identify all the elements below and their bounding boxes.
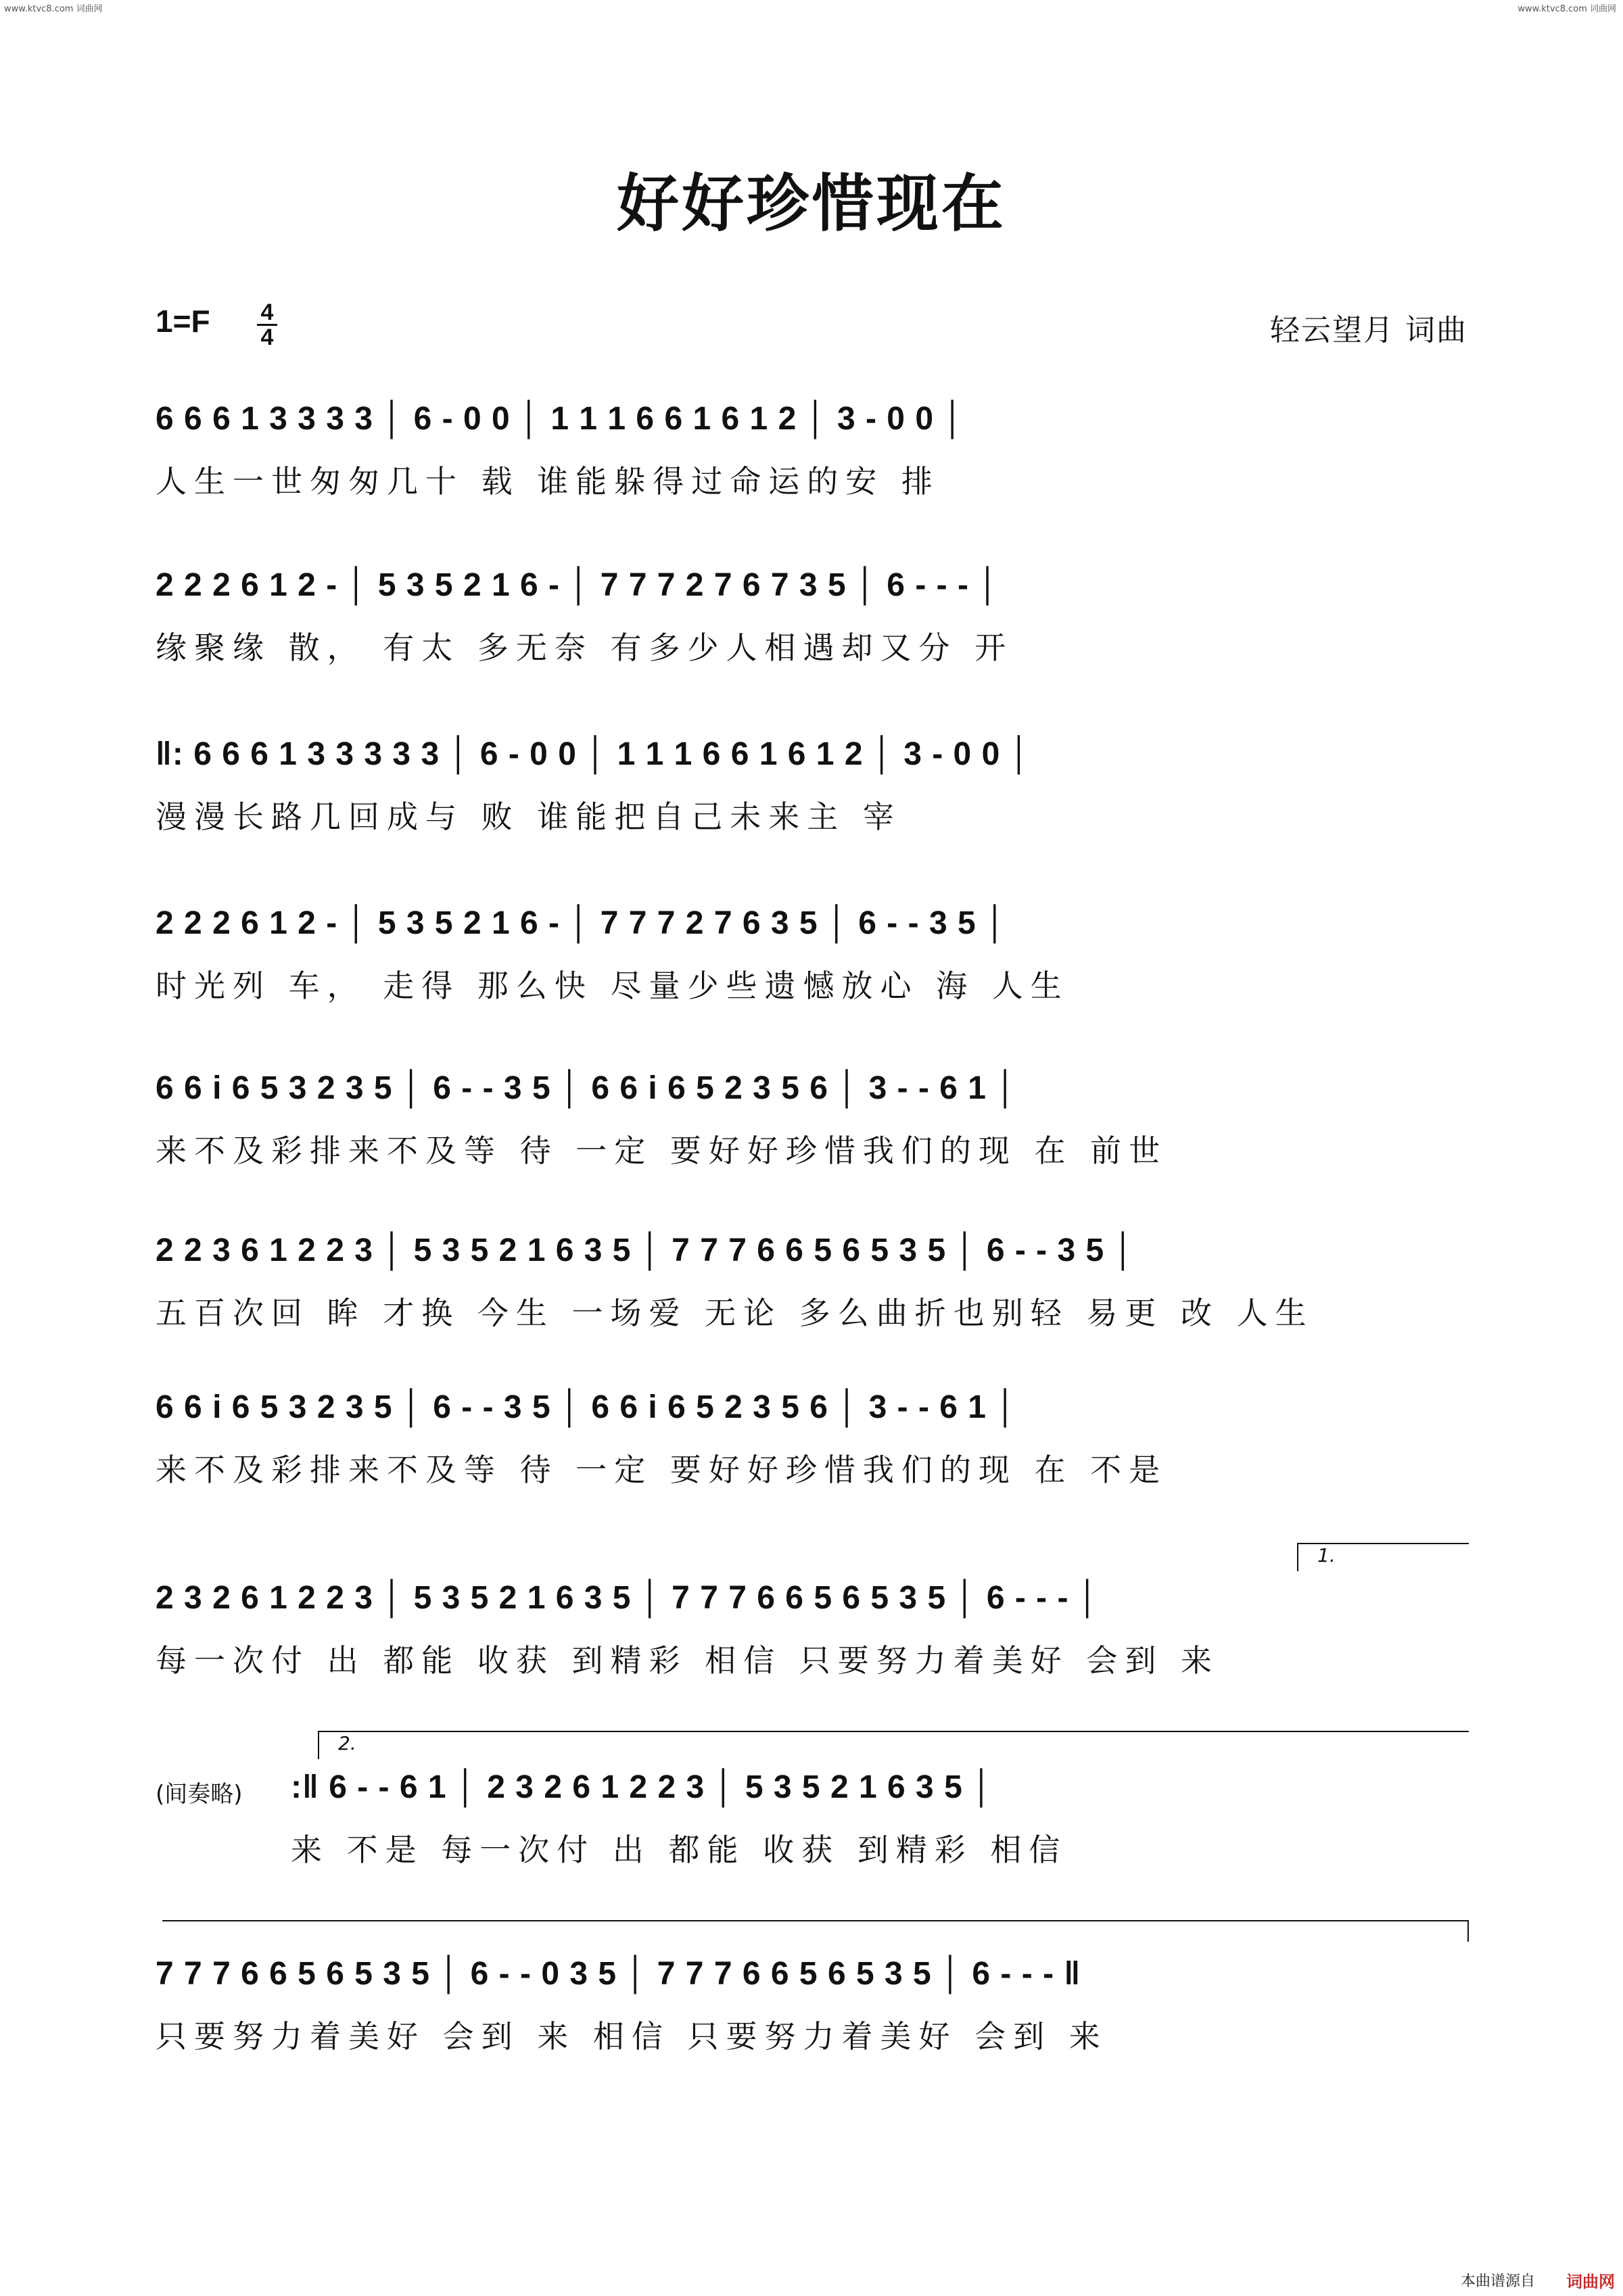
score-line-3 (156, 736, 1474, 871)
notation-row: 2 2 2 6 1 2 - │ 5 3 5 2 1 6 - │ 7 7 7 2 7 6 3 5 │ 6 - - 3 5 │ (156, 905, 1008, 941)
meter-bottom: 4 (260, 325, 274, 350)
notation-row: 7 7 7 6 6 5 6 5 3 5 │ 6 - - 0 3 5 │ 7 7 7 6 6 5 6 5 3 5 │ 6 - - - ‖ (156, 1956, 1081, 1992)
score-line-7 (156, 1389, 1474, 1524)
notation-row: 2 2 3 6 1 2 2 3 │ 5 3 5 2 1 6 3 5 │ 7 7 7 6 6 5 6 5 3 5 │ 6 - - 3 5 │ (156, 1233, 1135, 1268)
author-credit: 轻云望月 词曲 (1270, 313, 1467, 348)
lyrics-row: 五百次回 眸 才换 今生 一场爱 无论 多么曲折也别轻 易更 改 人生 (156, 1295, 1314, 1331)
lyrics-row: 人生一世匆匆几十 载 谁能躲得过命运的安 排 (156, 463, 940, 500)
score-line-8 (156, 1579, 1474, 1715)
score-line-5 (156, 1070, 1474, 1205)
notation-row: ‖: 6 6 6 1 3 3 3 3 3 │ 6 - 0 0 │ 1 1 1 6 6 1 6 1 2 │ 3 - 0 0 │ (156, 736, 1031, 772)
volta-1-label: 1. (1317, 1544, 1336, 1566)
footer-logo[interactable]: 词曲网 (1566, 2272, 1615, 2291)
score-line-6 (156, 1232, 1474, 1367)
key-signature: 1=F (156, 304, 210, 339)
volta-bracket-1 (1297, 1543, 1469, 1571)
header-left-url: www.ktvc8.com 词曲网 (4, 4, 103, 14)
notation-row: 6 6 i 6 5 3 2 3 5 │ 6 - - 3 5 │ 6 6 i 6 5 2 3 5 6 │ 3 - - 6 1 │ (156, 1389, 1018, 1425)
lyrics-row: 漫漫长路几回成与 败 谁能把自己未来主 宰 (156, 798, 901, 835)
time-signature (257, 302, 277, 348)
score-line-9 (291, 1769, 1474, 1904)
notation-row: 2 3 2 6 1 2 2 3 │ 5 3 5 2 1 6 3 5 │ 7 7 7 6 6 5 6 5 3 5 │ 6 - - - │ (156, 1580, 1100, 1616)
volta-bracket-2 (318, 1731, 1469, 1759)
score-line-4 (156, 905, 1474, 1040)
notation-row: 6 6 i 6 5 3 2 3 5 │ 6 - - 3 5 │ 6 6 i 6 5 2 3 5 6 │ 3 - - 6 1 │ (156, 1070, 1018, 1106)
volta-2-label: 2. (338, 1732, 356, 1754)
lyrics-row: 来不及彩排来不及等 待 一定 要好好珍惜我们的现 在 不是 (156, 1452, 1168, 1488)
lyrics-row: 来不及彩排来不及等 待 一定 要好好珍惜我们的现 在 前世 (156, 1132, 1168, 1169)
notation-row: 2 2 2 6 1 2 - │ 5 3 5 2 1 6 - │ 7 7 7 2 7 6 7 3 5 │ 6 - - - │ (156, 567, 1000, 603)
lyrics-row: 每一次付 出 都能 收获 到精彩 相信 只要努力着美好 会到 来 (156, 1642, 1219, 1679)
lyrics-row: 只要努力着美好 会到 来 相信 只要努力着美好 会到 来 (156, 2018, 1108, 2055)
footer-source: 本曲谱源自 (1460, 2273, 1535, 2290)
song-title: 好好珍惜现在 (616, 167, 1006, 240)
notation-row: :‖ 6 - - 6 1 │ 2 3 2 6 1 2 2 3 │ 5 3 5 2 1 6 3 5 │ (291, 1769, 994, 1805)
lyrics-row: 时光列 车， 走得 那么快 尽量少些遗憾放心 海 人生 (156, 967, 1069, 1004)
interlude-note: (间奏略) (156, 1781, 243, 1808)
score-line-10 (156, 1955, 1474, 2090)
score-line-2 (156, 567, 1474, 702)
ending-bracket (162, 1920, 1469, 1942)
header-right-url: www.ktvc8.com 词曲网 (1518, 4, 1616, 14)
meter-top: 4 (260, 300, 274, 325)
lyrics-row: 来 不是 每一次付 出 都能 收获 到精彩 相信 (291, 1832, 1068, 1868)
score-line-1 (156, 400, 1474, 535)
lyrics-row: 缘聚缘 散， 有太 多无奈 有多少人相遇却又分 开 (156, 629, 1014, 666)
notation-row: 6 6 6 1 3 3 3 3 │ 6 - 0 0 │ 1 1 1 6 6 1 6 1 2 │ 3 - 0 0 │ (156, 401, 965, 437)
